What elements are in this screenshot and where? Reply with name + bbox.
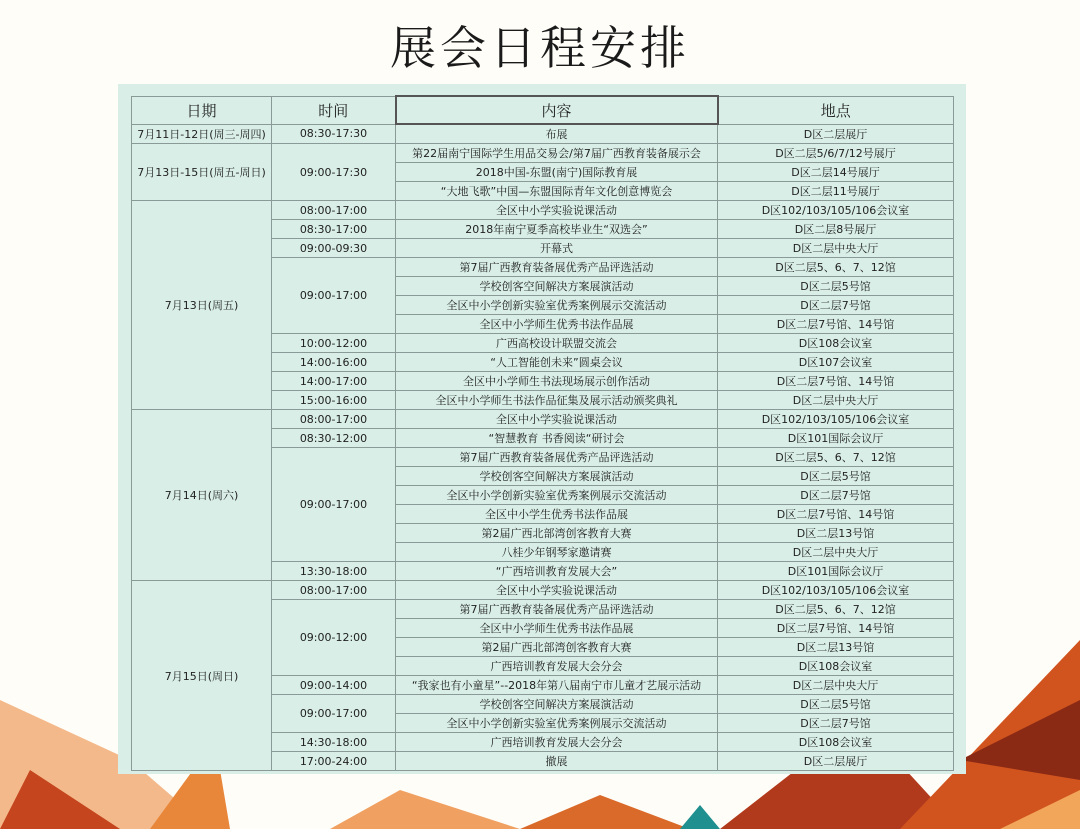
location-cell: D区二层7号馆、14号馆 <box>718 505 954 524</box>
deco-shape-teal <box>680 805 720 829</box>
time-cell: 08:30-12:00 <box>272 429 396 448</box>
content-cell: 全区中小学师生书法作品征集及展示活动颁奖典礼 <box>396 391 718 410</box>
content-cell: 第7届广西教育装备展优秀产品评选活动 <box>396 600 718 619</box>
time-cell: 08:00-17:00 <box>272 410 396 429</box>
content-cell: 第2届广西北部湾创客教育大赛 <box>396 524 718 543</box>
location-cell: D区二层中央大厅 <box>718 239 954 258</box>
content-cell: 学校创客空间解决方案展演活动 <box>396 695 718 714</box>
content-cell: 第22届南宁国际学生用品交易会/第7届广西教育装备展示会 <box>396 144 718 163</box>
location-cell: D区101国际会议厅 <box>718 429 954 448</box>
content-cell: 学校创客空间解决方案展演活动 <box>396 277 718 296</box>
content-cell: “人工智能创未来”圆桌会议 <box>396 353 718 372</box>
location-cell: D区102/103/105/106会议室 <box>718 410 954 429</box>
content-cell: 全区中小学创新实验室优秀案例展示交流活动 <box>396 296 718 315</box>
content-cell: “大地飞歌”中国—东盟国际青年文化创意博览会 <box>396 182 718 201</box>
date-cell: 7月14日(周六) <box>132 410 272 581</box>
content-cell: “我家也有小童星”--2018年第八届南宁市儿童才艺展示活动 <box>396 676 718 695</box>
content-cell: 全区中小学师生书法现场展示创作活动 <box>396 372 718 391</box>
content-cell: 全区中小学实验说课活动 <box>396 201 718 220</box>
location-cell: D区二层11号展厅 <box>718 182 954 201</box>
location-cell: D区二层5号馆 <box>718 277 954 296</box>
table-row <box>132 144 954 163</box>
time-cell: 08:30-17:30 <box>272 124 396 144</box>
location-cell: D区二层7号馆、14号馆 <box>718 619 954 638</box>
location-cell: D区107会议室 <box>718 353 954 372</box>
table-row <box>132 201 954 220</box>
date-cell: 7月13日(周五) <box>132 201 272 410</box>
date-cell: 7月15日(周日) <box>132 581 272 771</box>
time-cell: 10:00-12:00 <box>272 334 396 353</box>
location-cell: D区二层展厅 <box>718 124 954 144</box>
header-time: 时间 <box>272 96 396 124</box>
table-row <box>132 410 954 429</box>
location-cell: D区102/103/105/106会议室 <box>718 581 954 600</box>
time-cell: 08:30-17:00 <box>272 220 396 239</box>
content-cell: 全区中小学实验说课活动 <box>396 410 718 429</box>
header-location: 地点 <box>718 96 954 124</box>
header-date: 日期 <box>132 96 272 124</box>
content-cell: 学校创客空间解决方案展演活动 <box>396 467 718 486</box>
table-row <box>132 581 954 600</box>
content-cell: 广西培训教育发展大会分会 <box>396 657 718 676</box>
location-cell: D区二层7号馆、14号馆 <box>718 315 954 334</box>
time-cell: 09:00-17:30 <box>272 144 396 201</box>
location-cell: D区二层7号馆 <box>718 714 954 733</box>
content-cell: 全区中小学师生优秀书法作品展 <box>396 315 718 334</box>
date-cell: 7月13日-15日(周五-周日) <box>132 144 272 201</box>
content-cell: 第7届广西教育装备展优秀产品评选活动 <box>396 258 718 277</box>
table-row <box>132 124 954 144</box>
time-cell: 14:00-17:00 <box>272 372 396 391</box>
location-cell: D区101国际会议厅 <box>718 562 954 581</box>
time-cell: 08:00-17:00 <box>272 581 396 600</box>
location-cell: D区二层13号馆 <box>718 524 954 543</box>
content-cell: 全区中小学实验说课活动 <box>396 581 718 600</box>
schedule-table <box>131 95 954 771</box>
location-cell: D区二层7号馆、14号馆 <box>718 372 954 391</box>
time-cell: 08:00-17:00 <box>272 201 396 220</box>
location-cell: D区二层5、6、7、12馆 <box>718 448 954 467</box>
date-cell: 7月11日-12日(周三-周四) <box>132 124 272 144</box>
location-cell: D区108会议室 <box>718 657 954 676</box>
location-cell: D区二层中央大厅 <box>718 543 954 562</box>
time-cell: 14:00-16:00 <box>272 353 396 372</box>
content-cell: 八桂少年钢琴家邀请赛 <box>396 543 718 562</box>
time-cell: 09:00-17:00 <box>272 448 396 562</box>
location-cell: D区二层展厅 <box>718 752 954 771</box>
location-cell: D区108会议室 <box>718 334 954 353</box>
content-cell: 布展 <box>396 124 718 144</box>
time-cell: 17:00-24:00 <box>272 752 396 771</box>
location-cell: D区二层14号展厅 <box>718 163 954 182</box>
location-cell: D区二层5、6、7、12馆 <box>718 600 954 619</box>
time-cell: 09:00-09:30 <box>272 239 396 258</box>
location-cell: D区二层7号馆 <box>718 486 954 505</box>
time-cell: 09:00-12:00 <box>272 600 396 676</box>
time-cell: 13:30-18:00 <box>272 562 396 581</box>
location-cell: D区二层中央大厅 <box>718 676 954 695</box>
content-cell: “广西培训教育发展大会” <box>396 562 718 581</box>
content-cell: “智慧教育 书香阅读“研讨会 <box>396 429 718 448</box>
content-cell: 第2届广西北部湾创客教育大赛 <box>396 638 718 657</box>
time-cell: 09:00-14:00 <box>272 676 396 695</box>
time-cell: 15:00-16:00 <box>272 391 396 410</box>
deco-shape-center2 <box>520 795 690 829</box>
content-cell: 全区中小学生优秀书法作品展 <box>396 505 718 524</box>
header-content: 内容 <box>396 96 718 124</box>
time-cell: 09:00-17:00 <box>272 695 396 733</box>
content-cell: 全区中小学师生优秀书法作品展 <box>396 619 718 638</box>
content-cell: 广西高校设计联盟交流会 <box>396 334 718 353</box>
location-cell: D区二层8号展厅 <box>718 220 954 239</box>
content-cell: 第7届广西教育装备展优秀产品评选活动 <box>396 448 718 467</box>
time-cell: 09:00-17:00 <box>272 258 396 334</box>
content-cell: 2018年南宁夏季高校毕业生“双选会” <box>396 220 718 239</box>
location-cell: D区102/103/105/106会议室 <box>718 201 954 220</box>
location-cell: D区二层中央大厅 <box>718 391 954 410</box>
page-title: 展会日程安排 <box>390 21 690 75</box>
content-cell: 全区中小学创新实验室优秀案例展示交流活动 <box>396 486 718 505</box>
deco-shape-center <box>330 790 520 829</box>
location-cell: D区二层7号馆 <box>718 296 954 315</box>
location-cell: D区二层5/6/7/12号展厅 <box>718 144 954 163</box>
content-cell: 广西培训教育发展大会分会 <box>396 733 718 752</box>
location-cell: D区二层5号馆 <box>718 695 954 714</box>
content-cell: 全区中小学创新实验室优秀案例展示交流活动 <box>396 714 718 733</box>
table-header-row <box>132 96 954 124</box>
content-cell: 开幕式 <box>396 239 718 258</box>
time-cell: 14:30-18:00 <box>272 733 396 752</box>
content-cell: 2018中国-东盟(南宁)国际教育展 <box>396 163 718 182</box>
location-cell: D区二层13号馆 <box>718 638 954 657</box>
location-cell: D区二层5号馆 <box>718 467 954 486</box>
location-cell: D区二层5、6、7、12馆 <box>718 258 954 277</box>
location-cell: D区108会议室 <box>718 733 954 752</box>
content-cell: 撤展 <box>396 752 718 771</box>
